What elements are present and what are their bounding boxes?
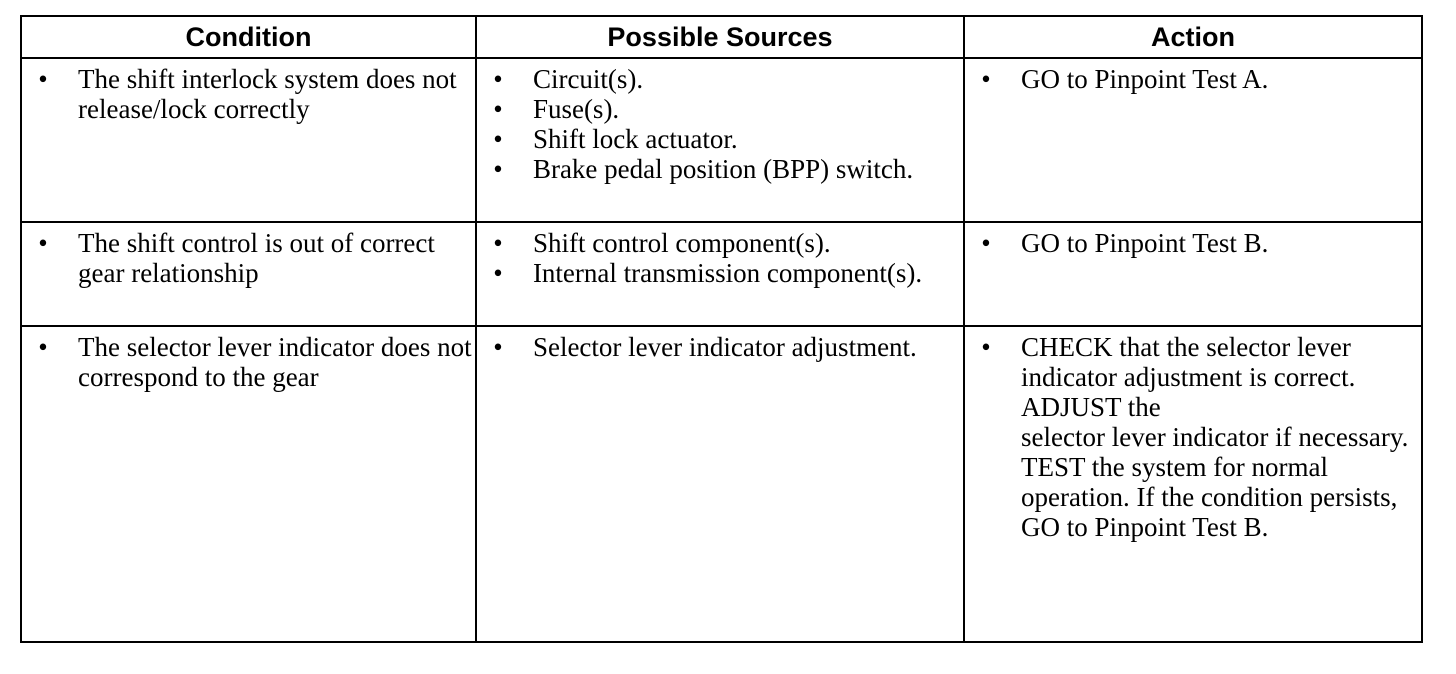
action-cell — [964, 222, 1422, 326]
list-item — [965, 64, 1421, 94]
condition-text: The shift control is out of correct gear relationship — [78, 228, 435, 288]
list-item — [477, 258, 963, 288]
bullet-icon: • — [38, 228, 48, 258]
condition-cell — [21, 58, 476, 222]
header-possible-sources: Possible Sources — [476, 16, 964, 58]
table-row — [21, 58, 1422, 222]
bullet-icon: • — [493, 154, 503, 184]
list-item — [477, 154, 963, 184]
bullet-icon: • — [493, 258, 503, 288]
condition-cell — [21, 222, 476, 326]
list-item — [22, 332, 475, 392]
bullet-icon: • — [493, 94, 503, 124]
source-text: Shift lock actuator. — [532, 124, 738, 154]
bullet-icon: • — [981, 64, 991, 94]
list-item — [477, 64, 963, 94]
bullet-icon: • — [493, 228, 503, 258]
bullet-icon: • — [493, 332, 503, 362]
list-item — [477, 124, 963, 154]
condition-text: The selector lever indicator does not correspond to the gear — [78, 332, 472, 392]
action-text: GO to Pinpoint Test A. — [1021, 64, 1269, 94]
condition-text: The shift interlock system does not release/lock correctly — [78, 64, 457, 124]
list-item — [477, 332, 963, 362]
table-row — [21, 326, 1422, 642]
bullet-icon: • — [981, 228, 991, 258]
header-condition: Condition — [21, 16, 476, 58]
action-cell — [964, 326, 1422, 642]
sources-cell — [476, 326, 964, 642]
source-text: Selector lever indicator adjustment. — [532, 332, 917, 362]
sources-cell — [476, 58, 964, 222]
source-text: Circuit(s). — [532, 64, 644, 94]
symptom-chart-table — [20, 15, 1423, 643]
bullet-icon: • — [38, 332, 48, 362]
source-text: Internal transmission component(s). — [532, 258, 923, 288]
table-row — [21, 222, 1422, 326]
bullet-icon: • — [981, 332, 991, 362]
bullet-icon: • — [38, 64, 48, 94]
list-item — [965, 228, 1421, 258]
header-action: Action — [964, 16, 1422, 58]
header-row — [21, 16, 1422, 58]
condition-cell — [21, 326, 476, 642]
list-item — [477, 94, 963, 124]
source-text: Fuse(s). — [532, 94, 620, 124]
action-cell — [964, 58, 1422, 222]
list-item — [965, 332, 1421, 542]
source-text: Brake pedal position (BPP) switch. — [532, 154, 914, 184]
bullet-icon: • — [493, 64, 503, 94]
action-text: GO to Pinpoint Test B. — [1021, 228, 1269, 258]
list-item — [477, 228, 963, 258]
sources-cell — [476, 222, 964, 326]
source-text: Shift control component(s). — [532, 228, 831, 258]
list-item — [22, 228, 475, 288]
action-text: CHECK that the selector lever indicator adjustment is correct. ADJUST the selector lever indicator if necessary. TEST the system for normal operation. If the condition persists, GO to Pinpoint Test B. — [1021, 332, 1409, 542]
bullet-icon: • — [493, 124, 503, 154]
list-item — [22, 64, 475, 124]
